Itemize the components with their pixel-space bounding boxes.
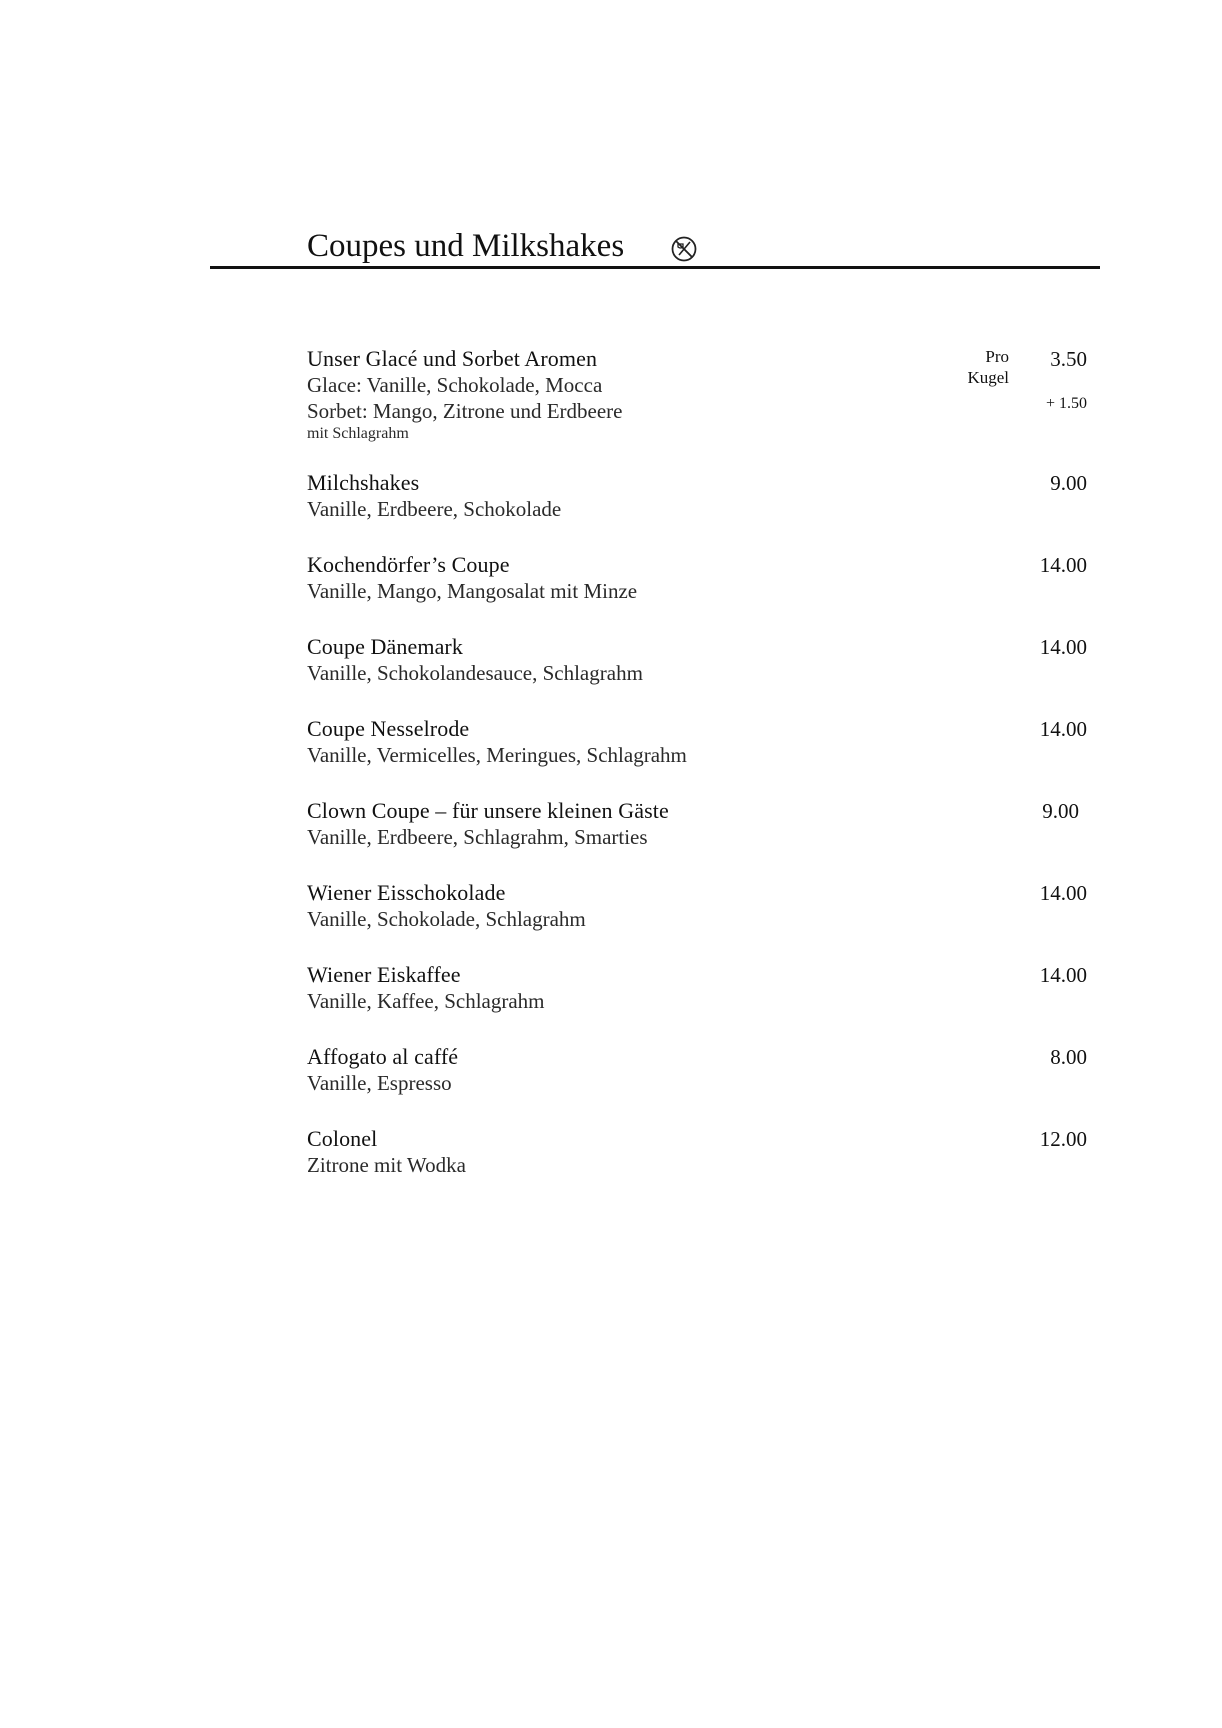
menu-item-description: Zitrone mit Wodka bbox=[307, 1153, 466, 1177]
menu-item-name: Wiener Eiskaffee bbox=[307, 962, 461, 987]
menu-item-description: Sorbet: Mango, Zitrone und Erdbeere bbox=[307, 399, 623, 423]
no-alcohol-symbol-icon bbox=[670, 235, 698, 263]
menu-item-price: 14.00 bbox=[1039, 553, 1087, 577]
menu-item-glace-sorbet bbox=[307, 346, 1087, 446]
menu-item bbox=[307, 716, 1087, 768]
menu-item-price: 3.50 bbox=[1050, 347, 1087, 371]
menu-item bbox=[307, 470, 1087, 522]
menu-item-note: mit Schlagrahm bbox=[307, 425, 409, 442]
menu-item-price: 12.00 bbox=[1039, 1127, 1087, 1151]
menu-item bbox=[307, 552, 1087, 604]
menu-item-price: 14.00 bbox=[1039, 963, 1087, 987]
menu-item bbox=[307, 634, 1087, 686]
menu-item-name: Unser Glacé und Sorbet Aromen bbox=[307, 346, 598, 371]
menu-item bbox=[307, 798, 1087, 850]
menu-item-price: 9.00 bbox=[1050, 471, 1087, 495]
menu-item-description: Vanille, Espresso bbox=[307, 1071, 452, 1095]
menu-item-description: Vanille, Erdbeere, Schlagrahm, Smarties bbox=[307, 825, 648, 849]
menu-item-description: Vanille, Erdbeere, Schokolade bbox=[307, 497, 562, 521]
menu-item-price: 14.00 bbox=[1039, 717, 1087, 741]
menu-item-description: Vanille, Mango, Mangosalat mit Minze bbox=[307, 579, 638, 603]
menu-item bbox=[307, 962, 1087, 1014]
menu-item-name: Colonel bbox=[307, 1126, 378, 1151]
page-title: Coupes und Milkshakes bbox=[307, 228, 625, 264]
menu-item-name: Kochendörfer’s Coupe bbox=[307, 552, 510, 577]
menu-item-description: Vanille, Schokolandesauce, Schlagrahm bbox=[307, 661, 643, 685]
menu-item-extra-price: + 1.50 bbox=[1045, 395, 1087, 412]
menu-item-name: Affogato al caffé bbox=[307, 1044, 459, 1069]
menu-item-name: Clown Coupe – für unsere kleinen Gäste bbox=[307, 798, 669, 823]
menu-item-price: 8.00 bbox=[1050, 1045, 1087, 1069]
menu-item-name: Wiener Eisschokolade bbox=[307, 880, 506, 905]
menu-item bbox=[307, 1044, 1087, 1096]
menu-item-name: Milchshakes bbox=[307, 470, 420, 495]
menu-item-price: 14.00 bbox=[1039, 635, 1087, 659]
menu-item-price: 14.00 bbox=[1039, 881, 1087, 905]
title-divider bbox=[210, 266, 1100, 269]
price-unit-label-line: Pro bbox=[985, 347, 1009, 366]
menu-item bbox=[307, 1126, 1087, 1178]
menu-item-name: Coupe Nesselrode bbox=[307, 716, 470, 741]
price-unit-label-line: Kugel bbox=[967, 368, 1009, 387]
menu-item-description: Vanille, Vermicelles, Meringues, Schlagrahm bbox=[307, 743, 687, 767]
menu-item-price: 9.00 bbox=[1042, 799, 1079, 823]
menu-item-description: Vanille, Kaffee, Schlagrahm bbox=[307, 989, 545, 1013]
price-unit-label bbox=[967, 346, 1009, 388]
menu-item-name: Coupe Dänemark bbox=[307, 634, 463, 659]
menu-item-description: Glace: Vanille, Schokolade, Mocca bbox=[307, 373, 603, 397]
menu-item-description: Vanille, Schokolade, Schlagrahm bbox=[307, 907, 586, 931]
menu-item bbox=[307, 880, 1087, 932]
